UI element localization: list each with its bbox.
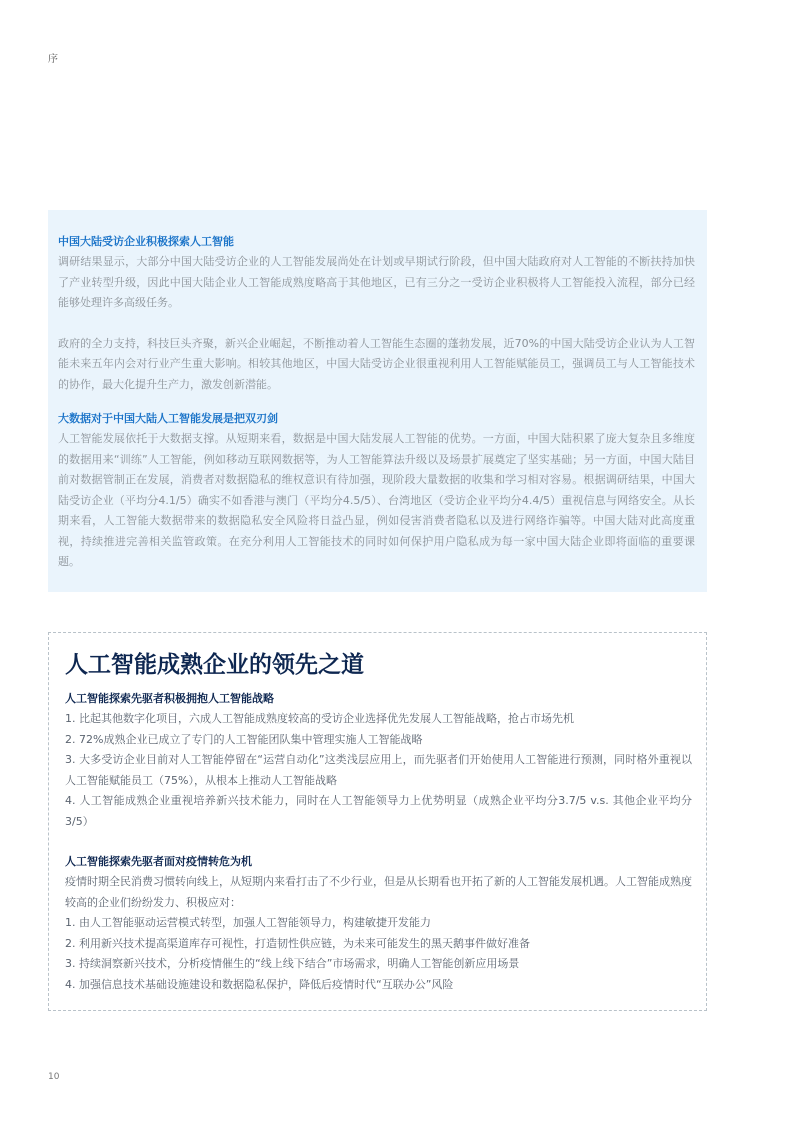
list-item: 2. 72%成熟企业已成立了专门的人工智能团队集中管理实施人工智能战略: [65, 732, 423, 746]
list-item: 4. 加强信息技术基础设施建设和数据隐私保护，降低后疫情时代“互联办公”风险: [65, 977, 454, 991]
info-paragraph-2: 政府的全力支持，科技巨头齐聚，新兴企业崛起，不断推动着人工智能生态圈的蓬勃发展，近70%的中国大陆受访企业认为人工智能未来五年内会对行业产生重大影响。相较其他地区，中国大陆受访企业很重视利用人工智能赋能员工，强调员工与人工智能技术的协作，最大化提升生产力，激发创新潜能。: [58, 336, 695, 391]
list-item: 1. 比起其他数字化项目，六成人工智能成熟度较高的受访企业选择优先发展人工智能战略，抢占市场先机: [65, 712, 574, 725]
list-item: 3. 大多受访企业目前对人工智能停留在“运营自动化”这类浅层应用上，而先驱者们开始使用人工智能进行预测，同时格外重视以人工智能赋能员工（75%），从根本上推动人工智能战略: [65, 753, 692, 787]
list-item: 2. 利用新兴技术提高渠道库存可视性，打造韧性供应链，为未来可能发生的黑天鹅事件做好准备: [65, 936, 530, 950]
list-item: 3. 持续洞察新兴技术，分析疫情催生的“线上线下结合”市场需求，明确人工智能创新应用场景: [65, 957, 520, 970]
page-number: 10: [48, 1072, 60, 1082]
china-ai-info-box: [48, 210, 707, 592]
info-paragraph-1: 调研结果显示，大部分中国大陆受访企业的人工智能发展尚处在计划或早期试行阶段，但中国大陆政府对人工智能的不断扶持加快了产业转型升级，因此中国大陆企业人工智能成熟度略高于其他地区，已有三分之一受访企业积极将人工智能投入流程，部分已经能够处理许多高级任务。: [58, 255, 695, 309]
leaders-title: 人工智能成熟企业的领先之道: [65, 652, 364, 678]
list-item: 4. 人工智能成熟企业重视培养新兴技术能力，同时在人工智能领导力上优势明显（成熟企业平均分3.7/5 v.s. 其他企业平均分3/5）: [65, 794, 692, 828]
leaders-intro-2: 疫情时期全民消费习惯转向线上，从短期内来看打击了不少行业，但是从长期看也开拓了新的人工智能发展机遇。人工智能成熟度较高的企业们纷纷发力、积极应对：: [65, 875, 692, 909]
info-heading-1: 中国大陆受访企业积极探索人工智能: [58, 235, 234, 248]
info-heading-2: 大数据对于中国大陆人工智能发展是把双刃剑: [58, 412, 278, 425]
info-paragraph-3: 人工智能发展依托于大数据支撑。从短期来看，数据是中国大陆发展人工智能的优势。一方面，中国大陆积累了庞大复杂且多维度的数据用来“训练”人工智能，例如移动互联网数据等，为人工智能算法升级以及场景扩展奠定了坚实基础；另一方面，中国大陆目前对数据管制正在发展，消费者对数据隐私的维权意识有待加强，现阶段大量数据的收集和学习相对容易。根据调研结果，中国大陆受访企业（平均分4.1/5）确实不如香港与澳门（平均分4.5/5）、台湾地区（受访企业平均分4.4/5）重视信息与网络安全。从长期来看，人工智能大数据带来的数据隐私安全风险将日益凸显，例如侵害消费者隐私以及进行网络诈骗等。中国大陆对此高度重视，持续推进完善相关监管政策。在充分利用人工智能技术的同时如何保护用户隐私成为每一家中国大陆企业即将面临的重要课题。: [58, 432, 695, 568]
leaders-subheading-2: 人工智能探索先驱者面对疫情转危为机: [65, 855, 252, 868]
leaders-subheading-1: 人工智能探索先驱者积极拥抱人工智能战略: [65, 692, 274, 705]
section-label: 序: [48, 54, 58, 65]
list-item: 1. 由人工智能驱动运营模式转型，加强人工智能领导力，构建敏捷开发能力: [65, 916, 431, 929]
leaders-box: [48, 632, 707, 1011]
